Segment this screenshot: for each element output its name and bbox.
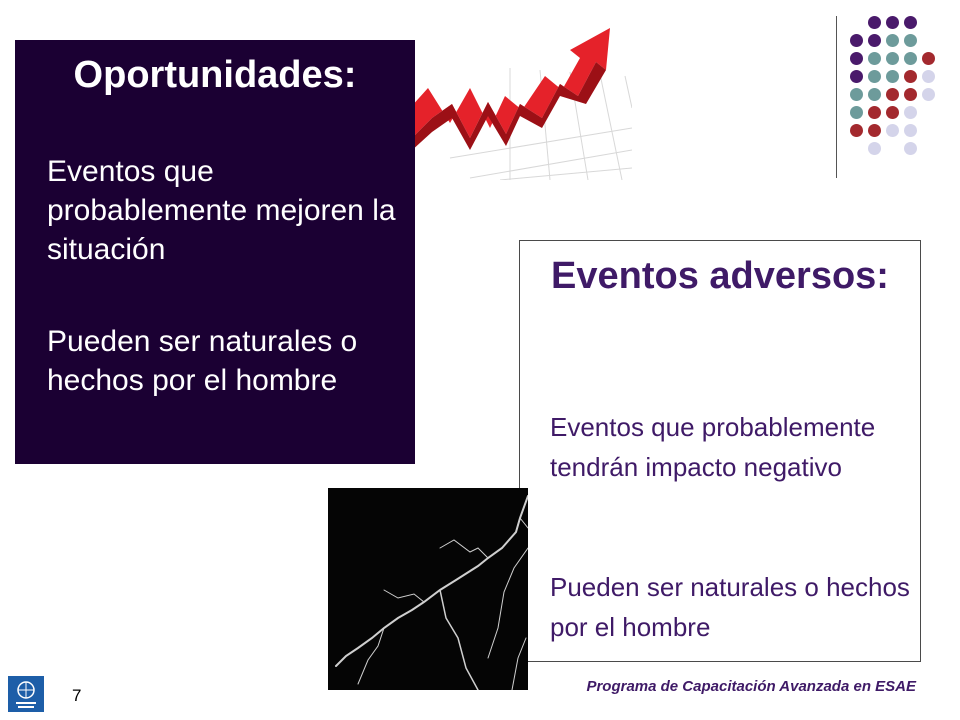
divider-line: [836, 16, 837, 178]
decoration-dot: [886, 88, 899, 101]
decoration-dot: [904, 88, 917, 101]
decoration-dot: [886, 34, 899, 47]
decoration-dot: [904, 106, 917, 119]
decoration-dot: [868, 16, 881, 29]
decoration-dot: [868, 70, 881, 83]
decoration-dot: [886, 16, 899, 29]
dot-grid-decoration: [850, 16, 950, 156]
decoration-dot: [868, 124, 881, 137]
decoration-dot: [904, 124, 917, 137]
decoration-dot: [868, 106, 881, 119]
growth-arrow-image: [410, 18, 632, 180]
decoration-dot: [850, 88, 863, 101]
decoration-dot: [886, 124, 899, 137]
decoration-dot: [904, 52, 917, 65]
adverse-events-paragraph-2: Pueden ser naturales o hechos por el hombre: [550, 572, 910, 642]
adverse-events-title: Eventos adversos:: [551, 255, 889, 297]
decoration-dot: [904, 34, 917, 47]
decoration-dot: [886, 52, 899, 65]
opportunities-paragraph-2: Pueden ser naturales o hechos por el hombre: [47, 325, 358, 397]
adverse-events-paragraph-1: Eventos que probablemente tendrán impacto negativo: [550, 412, 876, 482]
opportunities-title: Oportunidades:: [73, 54, 357, 96]
decoration-dot: [850, 70, 863, 83]
decoration-dot: [922, 52, 935, 65]
decoration-dot: [868, 88, 881, 101]
decoration-dot: [850, 124, 863, 137]
opportunities-box: [15, 40, 415, 464]
decoration-dot: [922, 88, 935, 101]
decoration-dot: [904, 70, 917, 83]
decoration-dot: [868, 142, 881, 155]
opportunities-paragraph-1: Eventos que probablemente mejoren la situación: [47, 155, 396, 266]
decoration-dot: [868, 34, 881, 47]
decoration-dot: [886, 70, 899, 83]
decoration-dot: [904, 16, 917, 29]
wfp-logo-icon: [8, 676, 44, 712]
footer-program-title: Programa de Capacitación Avanzada en ESAE: [586, 678, 916, 695]
decoration-dot: [850, 52, 863, 65]
adverse-events-box: [519, 240, 921, 662]
decoration-dot: [922, 70, 935, 83]
decoration-dot: [850, 106, 863, 119]
decoration-dot: [886, 106, 899, 119]
decoration-dot: [904, 142, 917, 155]
page-number: 7: [72, 686, 82, 705]
lightning-image: [328, 488, 528, 690]
decoration-dot: [868, 52, 881, 65]
decoration-dot: [850, 34, 863, 47]
